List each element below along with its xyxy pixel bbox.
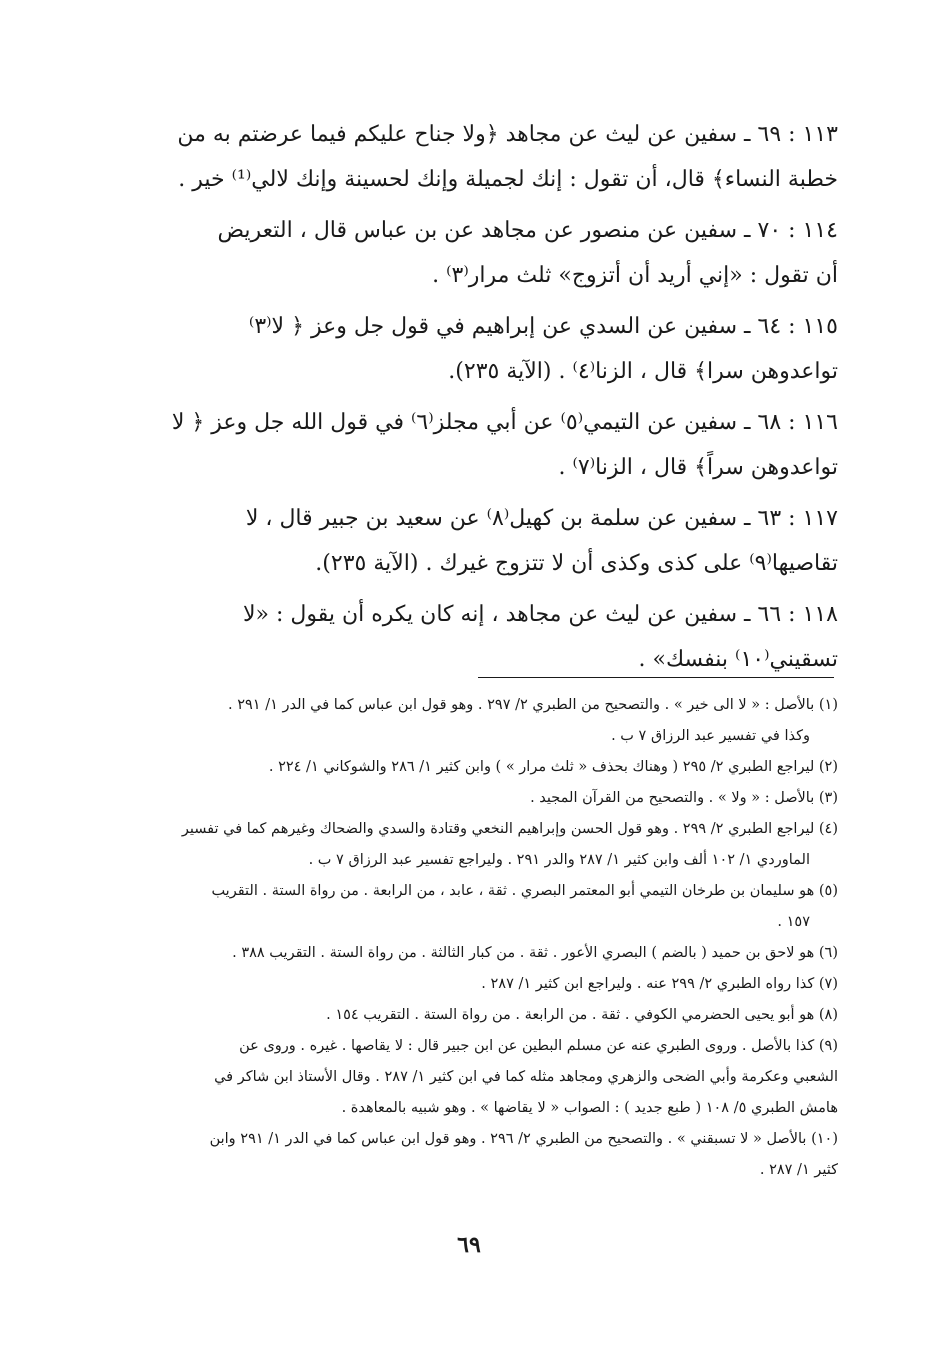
- footnote-line: وكذا في تفسير عبد الرزاق ٧ ب .: [611, 728, 810, 744]
- main-text-body: [98, 112, 838, 688]
- footnote-line: (٧) كذا رواه الطبري ٢/ ٢٩٩ عنه . وليراجع ابن كثير ١/ ٢٨٧ .: [481, 976, 838, 992]
- footnote-4: [93, 814, 838, 876]
- entry-line: ١١٨ : ٦٦ ـ سفين عن ليث عن مجاهد ، إنه كان يكره أن يقول : «لا: [242, 602, 838, 627]
- footnote-line: (١٠) بالأصل « لا تسبقني » . والتصحيح من الطبري ٢/ ٢٩٦ . وهو قول ابن عباس كما في الدر ١/ ٢٩١ وابن: [209, 1131, 838, 1147]
- footnote-6: [93, 938, 838, 969]
- footnote-8: [93, 1000, 838, 1031]
- footnote-line: (٤) ليراجع الطبري ٢/ ٢٩٩ . وهو قول الحسن وإبراهيم النخعي وقتادة والسدي والضحاك وغيرهم كما في تفسير: [181, 821, 838, 837]
- entry-line: ١١٥ : ٦٤ ـ سفين عن السدي عن إبراهيم في قول جل وعز ﴿ لا⁽٣⁾: [248, 314, 838, 339]
- footnote-line: كثير ١/ ٢٨٧ .: [759, 1162, 838, 1178]
- footnote-line: الشعبي وعكرمة وأبي الضحى والزهري ومجاهد مثله كما في ابن كثير ١/ ٢٨٧ . وقال الأستاذ ابن شاكر في: [214, 1069, 838, 1085]
- footnote-10: [93, 1124, 838, 1186]
- footnote-line: (١) بالأصل : « لا الى خير » . والتصحيح من الطبري ٢/ ٢٩٧ . وهو قول ابن عباس كما في الدر ١/ ٢٩١ .: [228, 697, 838, 713]
- footnote-divider: [478, 677, 834, 678]
- entry-line: تقاصيها⁽٩⁾ على كذى وكذى أن لا تتزوج غيرك . (الآية ٢٣٥).: [315, 551, 838, 576]
- entry-117: [98, 496, 838, 586]
- page-number: ٦٩: [457, 1232, 481, 1258]
- entry-line: ١١٤ : ٧٠ ـ سفين عن منصور عن مجاهد عن بن عباس قال ، التعريض: [217, 218, 838, 243]
- footnote-2: [93, 752, 838, 783]
- footnote-line: (٩) كذا بالأصل . وروى الطبري عنه عن مسلم البطين عن ابن جبير قال : لا يقاصها . غيره . وروى عن: [239, 1038, 838, 1054]
- footnotes-section: [93, 690, 838, 1186]
- footnote-9: [93, 1031, 838, 1124]
- entry-113: [98, 112, 838, 202]
- footnote-7: [93, 969, 838, 1000]
- entry-line: تسقيني⁽١٠⁾ بنفسك» .: [638, 647, 838, 672]
- entry-115: [98, 304, 838, 394]
- footnote-line: الماوردي ١/ ١٠٢ ألف وابن كثير ١/ ٢٨٧ والدر ٢٩١ . وليراجع تفسير عبد الرزاق ٧ ب .: [308, 852, 810, 868]
- footnote-line: (٦) هو لاحق بن حميد ( بالضم ) البصري الأعور . ثقة . من كبار الثالثة . من رواة الستة . التقريب ٣٨٨ .: [232, 945, 838, 961]
- footnote-5: [93, 876, 838, 938]
- entry-line: خطبة النساء﴾ قال، أن تقول : إنك لجميلة وإنك لحسينة وإنك لالي⁽¹⁾ خير .: [178, 167, 838, 192]
- entry-line: ١١٧ : ٦٣ ـ سفين عن سلمة بن كهيل⁽٨⁾ عن سعيد بن جبير قال ، لا: [245, 506, 838, 531]
- entry-116: [98, 400, 838, 490]
- entry-line: ١١٣ : ٦٩ ـ سفين عن ليث عن مجاهد ﴿ولا جناح عليكم فيما عرضتم به من: [177, 122, 838, 147]
- entry-line: أن تقول : «إني أريد أن أتزوج» ثلث مرار⁽٣⁾ .: [432, 263, 838, 288]
- entry-line: ١١٦ : ٦٨ ـ سفين عن التيمي⁽٥⁾ عن أبي مجلز⁽٦⁾ في قول الله جل وعز ﴿ لا: [171, 410, 838, 435]
- footnote-line: ١٥٧ .: [777, 914, 810, 930]
- footnote-3: [93, 783, 838, 814]
- footnote-line: (٣) بالأصل : « ولا » . والتصحيح من القرآن المجيد .: [530, 790, 838, 806]
- entry-line: تواعدوهن سراً﴾ قال ، الزنا⁽٧⁾ .: [558, 455, 838, 480]
- entry-114: [98, 208, 838, 298]
- entry-line: تواعدوهن سرا﴾ قال ، الزنا⁽٤⁾ . (الآية ٢٣٥).: [448, 359, 838, 384]
- entry-118: [98, 592, 838, 682]
- footnote-line: (٨) هو أبو يحيى الحضرمي الكوفي . ثقة . من الرابعة . من رواة الستة . التقريب ١٥٤ .: [326, 1007, 838, 1023]
- footnote-1: [93, 690, 838, 752]
- footnote-line: هامش الطبري ٥/ ١٠٨ ( طبع جديد ) : الصواب « لا يقاضها » . وهو شبيه بالمعاهدة .: [341, 1100, 838, 1116]
- footnote-line: (٢) ليراجع الطبري ٢/ ٢٩٥ ( وهناك بحذف « ثلث مرار » ) وابن كثير ١/ ٢٨٦ والشوكاني ١/ ٢٢٤ .: [268, 759, 838, 775]
- footnote-line: (٥) هو سليمان بن طرخان التيمي أبو المعتمر البصري . ثقة ، عابد ، من الرابعة . من رواة الستة . التقريب: [211, 883, 838, 899]
